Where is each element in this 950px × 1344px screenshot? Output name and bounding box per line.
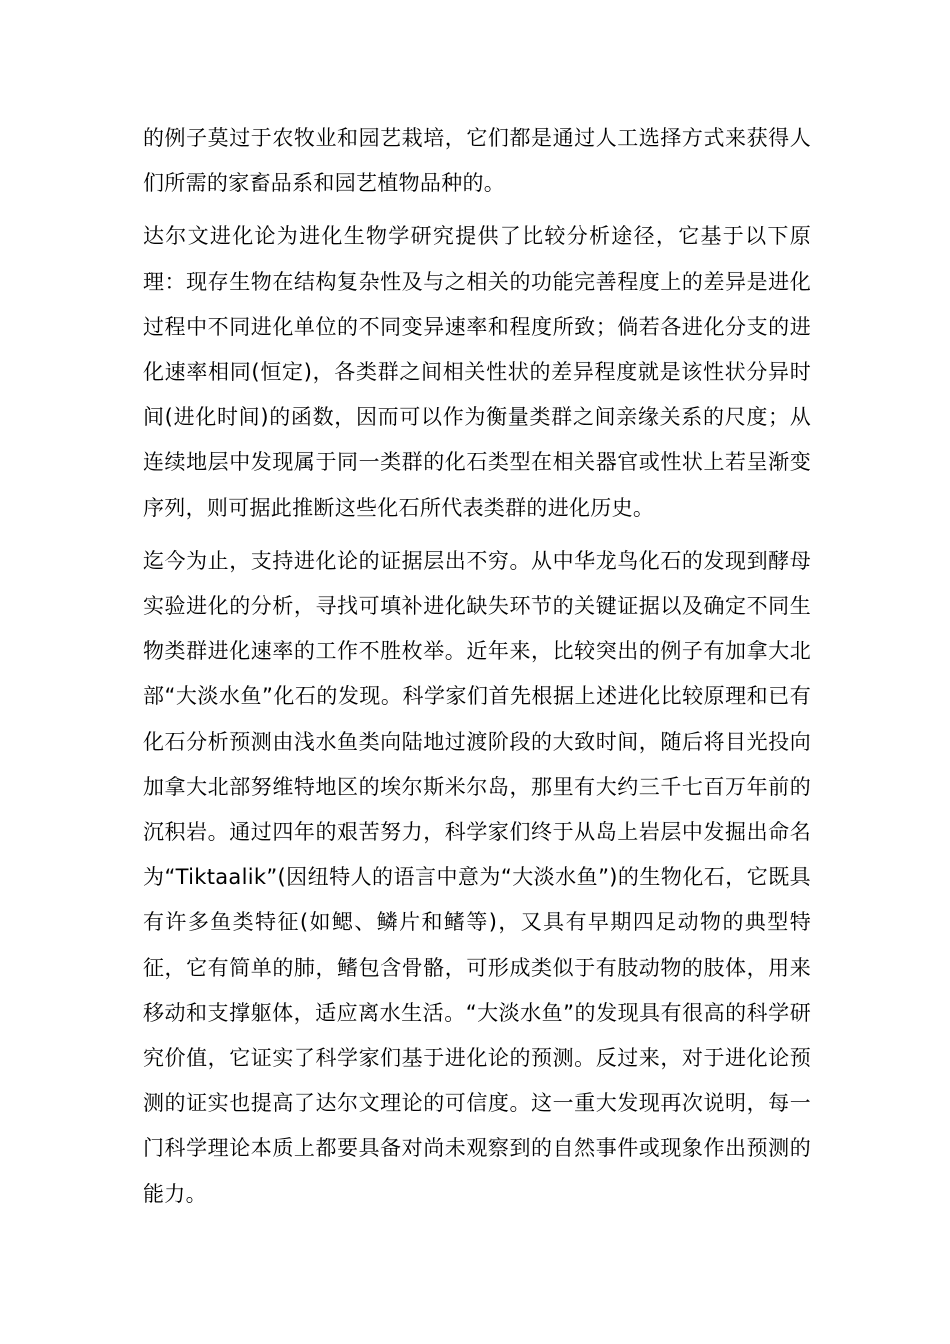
body-text — [143, 116, 811, 1225]
paragraph-3: 迄今为止，支持进化论的证据层出不穷。从中华龙鸟化石的发现到酵母实验进化的分析，寻找可填补进化缺失环节的关键证据以及确定不同生物类群进化速率的工作不胜枚举。近年来，比较突出的例子有加拿大北部“大淡水鱼”化石的发现。科学家们首先根据上述进化比较原理和已有化石分析预测由浅水鱼类向陆地过渡阶段的大致时间，随后将目光投向加拿大北部努维特地区的埃尔斯米尔岛，那里有大约三千七百万年前的沉积岩。通过四年的艰苦努力，科学家们终于从岛上岩层中发掘出命名为“Tiktaalik”(因纽特人的语言中意为“大淡水鱼”)的生物化石，它既具有许多鱼类特征(如鳃、鳞片和鳍等)，又具有早期四足动物的典型特征，它有简单的肺，鳍包含骨骼，可形成类似于有肢动物的肢体，用来移动和支撑躯体，适应离水生活。“大淡水鱼”的发现具有很高的科学研究价值，它证实了科学家们基于进化论的预测。反过来，对于进化论预测的证实也提高了达尔文理论的可信度。这一重大发现再次说明，每一门科学理论本质上都要具备对尚未观察到的自然事件或现象作出预测的能力。 — [143, 548, 811, 1206]
paragraph-1: 的例子莫过于农牧业和园艺栽培，它们都是通过人工选择方式来获得人们所需的家畜品系和园艺植物品种的。 — [143, 126, 811, 196]
paragraph-2: 达尔文进化论为进化生物学研究提供了比较分析途径，它基于以下原理：现存生物在结构复杂性及与之相关的功能完善程度上的差异是进化过程中不同进化单位的不同变异速率和程度所致；倘若各进化分支的进化速率相同(恒定)，各类群之间相关性状的差异程度就是该性状分异时间(进化时间)的函数，因而可以作为衡量类群之间亲缘关系的尺度；从连续地层中发现属于同一类群的化石类型在相关器官或性状上若呈渐变序列，则可据此推断这些化石所代表类群的进化历史。 — [143, 224, 811, 520]
